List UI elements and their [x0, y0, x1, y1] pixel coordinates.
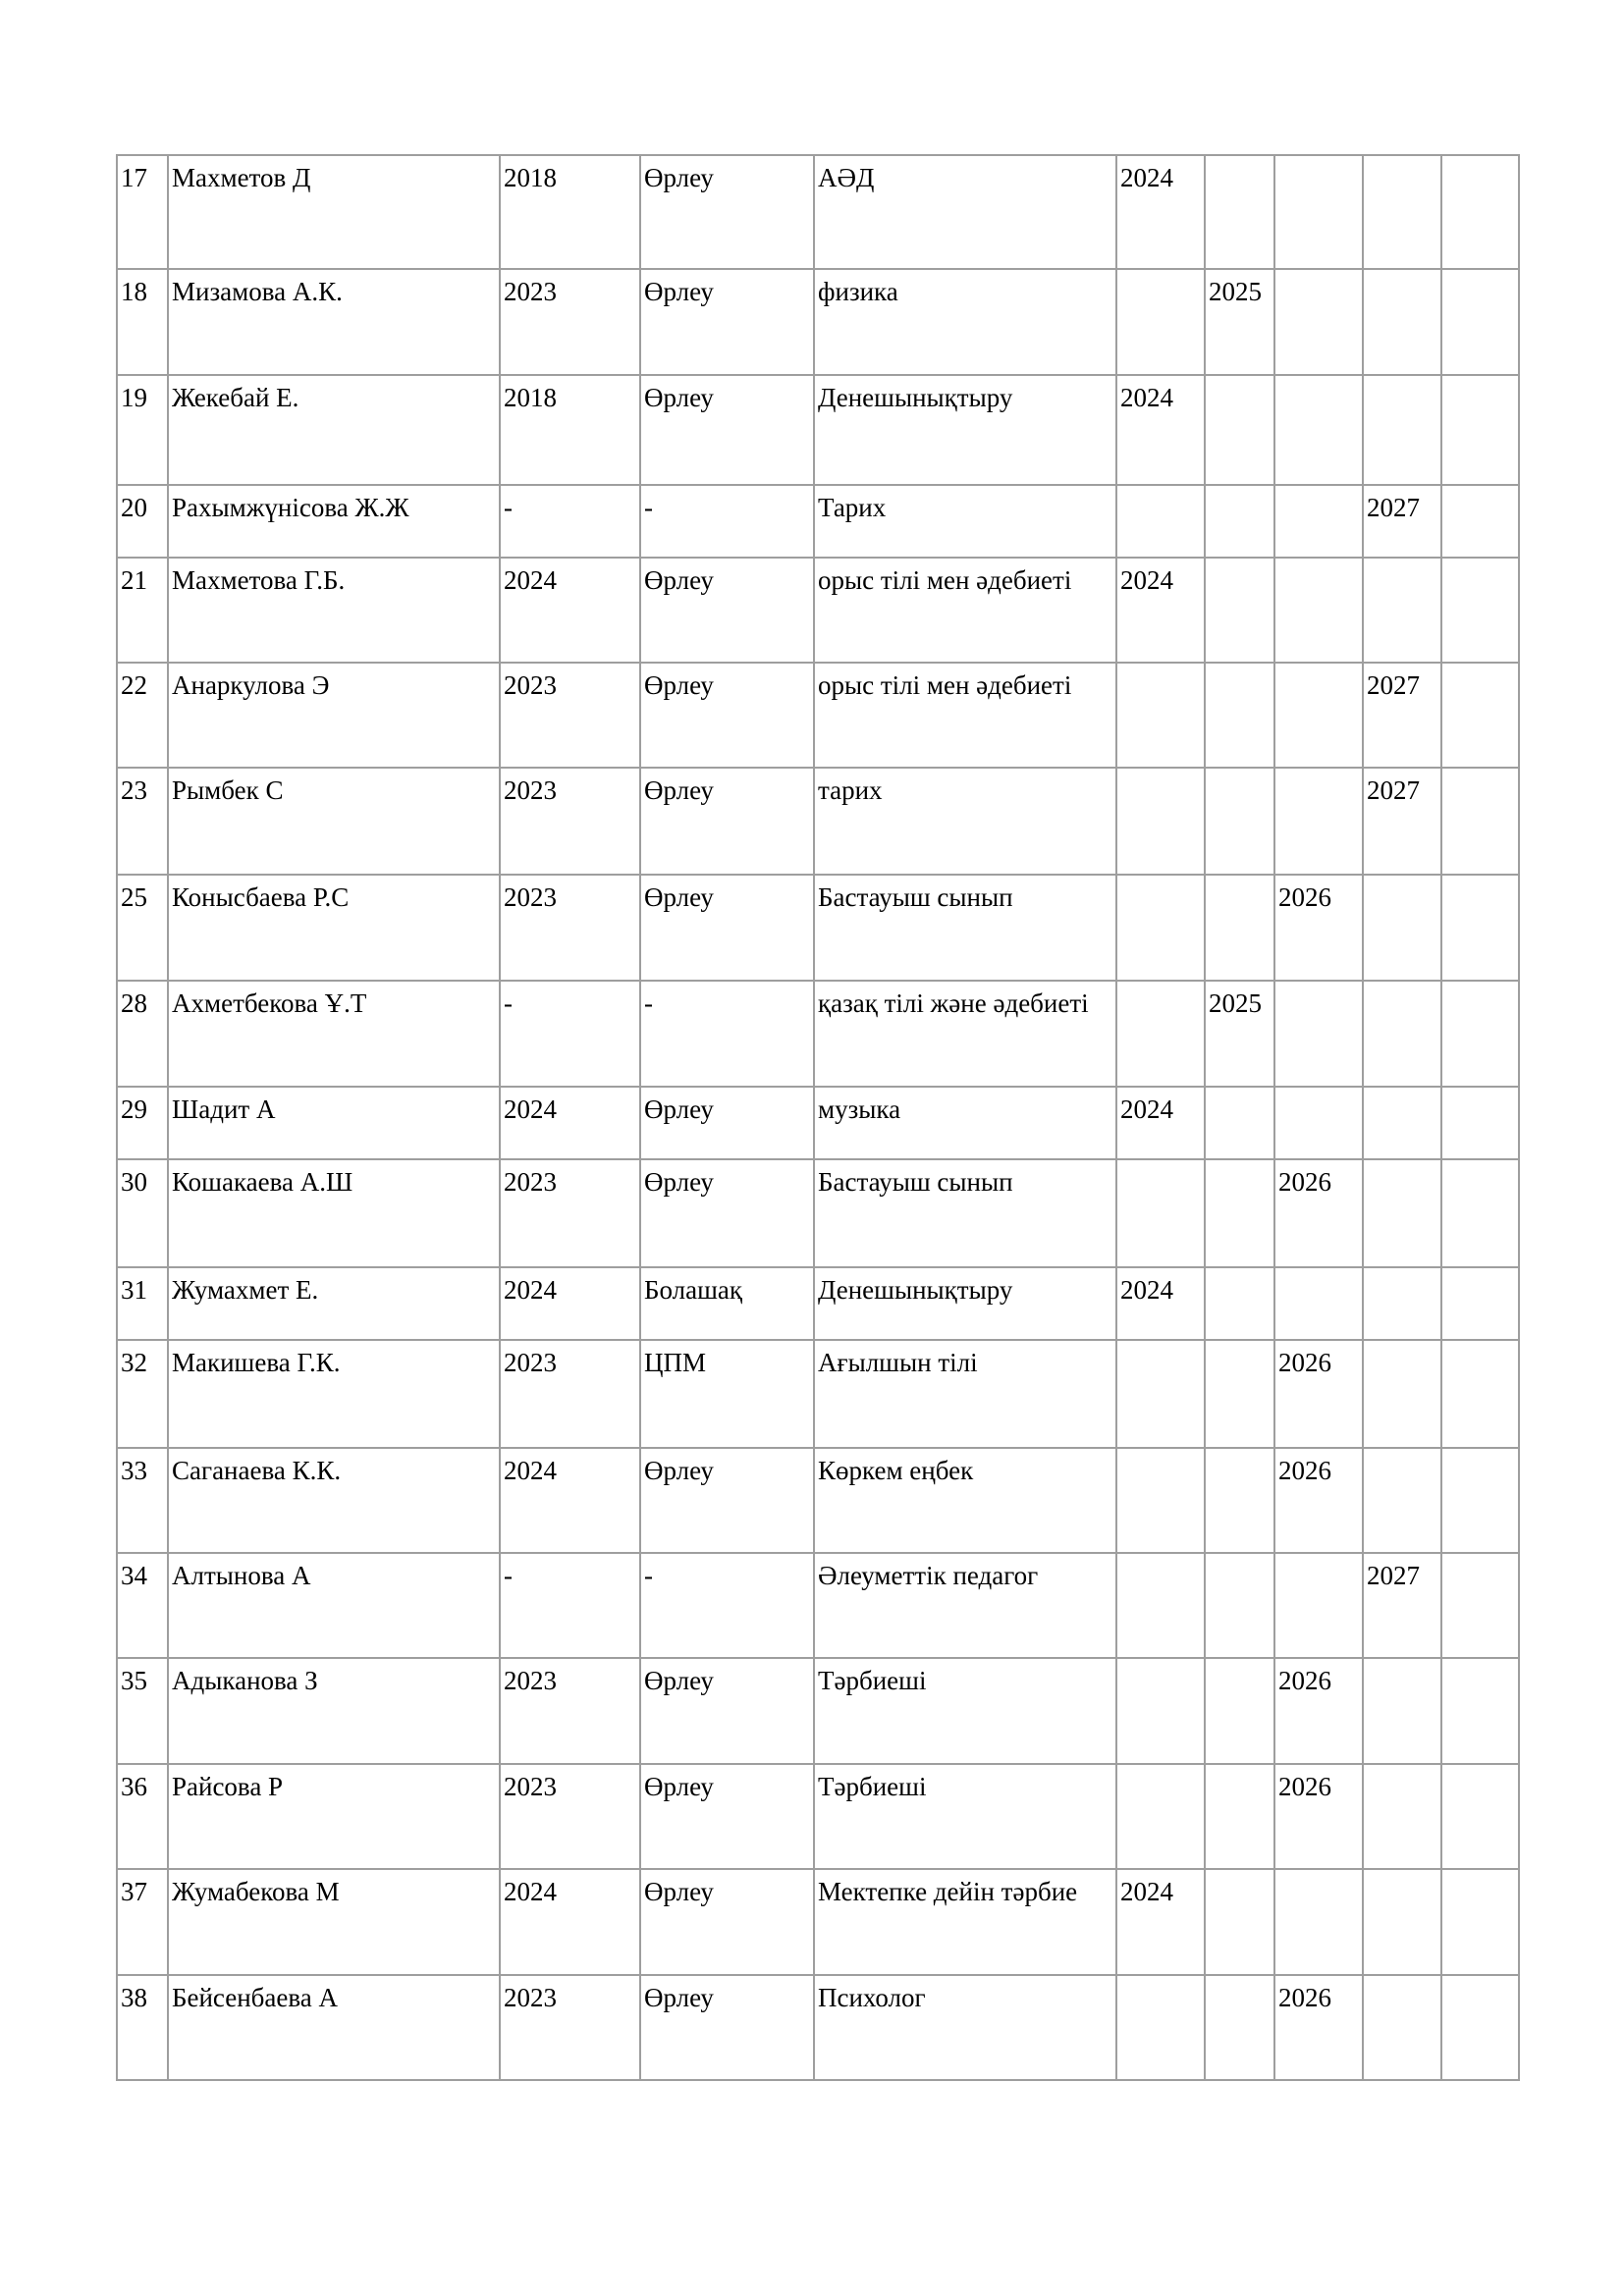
- teacher-name-cell: Кошакаева А.Ш: [168, 1159, 500, 1267]
- course-provider-cell: Өрлеу: [640, 1658, 814, 1764]
- year-2026-cell: [1274, 558, 1363, 663]
- year-2026-cell: 2026: [1274, 875, 1363, 981]
- subject-cell: Психолог: [814, 1975, 1116, 2080]
- year-2025-cell: [1205, 768, 1274, 875]
- year-2027-cell: [1363, 875, 1441, 981]
- year-2025-cell: [1205, 1159, 1274, 1267]
- year-2025-cell: [1205, 1267, 1274, 1340]
- teacher-name-cell: Анаркулова Э: [168, 663, 500, 768]
- course-year-cell: 2023: [500, 1764, 640, 1869]
- subject-cell: Бастауыш сынып: [814, 1159, 1116, 1267]
- course-provider-cell: -: [640, 485, 814, 558]
- row-number-cell: 37: [117, 1869, 168, 1975]
- extra-cell-cell: [1441, 1869, 1519, 1975]
- teacher-attestation-table: [116, 154, 1520, 2081]
- year-2026-cell: [1274, 155, 1363, 269]
- table-row: [117, 663, 1519, 768]
- table-row: [117, 269, 1519, 375]
- row-number-cell: 20: [117, 485, 168, 558]
- course-provider-cell: Өрлеу: [640, 663, 814, 768]
- extra-cell-cell: [1441, 1553, 1519, 1658]
- teacher-name-cell: Жумахмет Е.: [168, 1267, 500, 1340]
- extra-cell-cell: [1441, 1159, 1519, 1267]
- teacher-name-cell: Шадит А: [168, 1087, 500, 1159]
- year-2026-cell: [1274, 1553, 1363, 1658]
- row-number-cell: 21: [117, 558, 168, 663]
- table-row: [117, 1159, 1519, 1267]
- year-2024-cell: [1116, 1159, 1205, 1267]
- table-row: [117, 485, 1519, 558]
- table-row: [117, 1869, 1519, 1975]
- year-2027-cell: 2027: [1363, 663, 1441, 768]
- subject-cell: физика: [814, 269, 1116, 375]
- teacher-name-cell: Рымбек С: [168, 768, 500, 875]
- extra-cell-cell: [1441, 1764, 1519, 1869]
- row-number-cell: 34: [117, 1553, 168, 1658]
- table-row: [117, 1553, 1519, 1658]
- extra-cell-cell: [1441, 1087, 1519, 1159]
- extra-cell-cell: [1441, 1267, 1519, 1340]
- subject-cell: Тәрбиеші: [814, 1658, 1116, 1764]
- year-2027-cell: [1363, 1764, 1441, 1869]
- year-2024-cell: 2024: [1116, 1087, 1205, 1159]
- extra-cell-cell: [1441, 875, 1519, 981]
- year-2027-cell: [1363, 1087, 1441, 1159]
- table-row: [117, 375, 1519, 485]
- year-2025-cell: [1205, 1340, 1274, 1448]
- year-2024-cell: [1116, 1658, 1205, 1764]
- course-year-cell: 2024: [500, 1869, 640, 1975]
- course-provider-cell: Өрлеу: [640, 155, 814, 269]
- year-2024-cell: [1116, 1975, 1205, 2080]
- course-year-cell: 2018: [500, 375, 640, 485]
- course-provider-cell: Өрлеу: [640, 558, 814, 663]
- course-year-cell: 2023: [500, 1658, 640, 1764]
- table-row: [117, 155, 1519, 269]
- subject-cell: Ағылшын тілі: [814, 1340, 1116, 1448]
- year-2025-cell: [1205, 1448, 1274, 1553]
- teacher-name-cell: Махметова Г.Б.: [168, 558, 500, 663]
- table-row: [117, 1658, 1519, 1764]
- year-2026-cell: [1274, 375, 1363, 485]
- extra-cell-cell: [1441, 558, 1519, 663]
- year-2025-cell: [1205, 1087, 1274, 1159]
- course-provider-cell: ЦПМ: [640, 1340, 814, 1448]
- year-2025-cell: 2025: [1205, 269, 1274, 375]
- year-2024-cell: [1116, 1764, 1205, 1869]
- year-2025-cell: [1205, 155, 1274, 269]
- course-year-cell: -: [500, 485, 640, 558]
- subject-cell: Әлеуметтік педагог: [814, 1553, 1116, 1658]
- row-number-cell: 35: [117, 1658, 168, 1764]
- year-2027-cell: [1363, 1340, 1441, 1448]
- teacher-name-cell: Махметов Д: [168, 155, 500, 269]
- subject-cell: Бастауыш сынып: [814, 875, 1116, 981]
- course-provider-cell: -: [640, 1553, 814, 1658]
- year-2024-cell: [1116, 1553, 1205, 1658]
- teacher-name-cell: Жекебай Е.: [168, 375, 500, 485]
- year-2024-cell: [1116, 663, 1205, 768]
- year-2026-cell: 2026: [1274, 1159, 1363, 1267]
- year-2024-cell: 2024: [1116, 155, 1205, 269]
- teacher-name-cell: Конысбаева Р.С: [168, 875, 500, 981]
- year-2025-cell: [1205, 1764, 1274, 1869]
- teacher-name-cell: Макишева Г.К.: [168, 1340, 500, 1448]
- extra-cell-cell: [1441, 981, 1519, 1087]
- subject-cell: АӘД: [814, 155, 1116, 269]
- year-2026-cell: 2026: [1274, 1658, 1363, 1764]
- subject-cell: музыка: [814, 1087, 1116, 1159]
- row-number-cell: 38: [117, 1975, 168, 2080]
- teacher-name-cell: Алтынова А: [168, 1553, 500, 1658]
- year-2026-cell: [1274, 485, 1363, 558]
- row-number-cell: 17: [117, 155, 168, 269]
- course-year-cell: 2023: [500, 1159, 640, 1267]
- year-2026-cell: 2026: [1274, 1340, 1363, 1448]
- year-2026-cell: [1274, 663, 1363, 768]
- subject-cell: орыс тілі мен әдебиеті: [814, 663, 1116, 768]
- subject-cell: қазақ тілі және әдебиеті: [814, 981, 1116, 1087]
- course-provider-cell: Өрлеу: [640, 1448, 814, 1553]
- course-year-cell: 2018: [500, 155, 640, 269]
- extra-cell-cell: [1441, 1448, 1519, 1553]
- table-row: [117, 875, 1519, 981]
- year-2027-cell: 2027: [1363, 485, 1441, 558]
- year-2025-cell: [1205, 485, 1274, 558]
- year-2027-cell: [1363, 1159, 1441, 1267]
- course-year-cell: 2024: [500, 1448, 640, 1553]
- year-2026-cell: [1274, 1087, 1363, 1159]
- year-2024-cell: [1116, 875, 1205, 981]
- course-year-cell: 2023: [500, 269, 640, 375]
- course-provider-cell: Өрлеу: [640, 875, 814, 981]
- year-2024-cell: 2024: [1116, 1869, 1205, 1975]
- table-row: [117, 1448, 1519, 1553]
- year-2025-cell: [1205, 1975, 1274, 2080]
- year-2026-cell: 2026: [1274, 1448, 1363, 1553]
- extra-cell-cell: [1441, 269, 1519, 375]
- year-2026-cell: [1274, 1869, 1363, 1975]
- extra-cell-cell: [1441, 768, 1519, 875]
- year-2025-cell: [1205, 1553, 1274, 1658]
- extra-cell-cell: [1441, 155, 1519, 269]
- row-number-cell: 19: [117, 375, 168, 485]
- year-2024-cell: [1116, 981, 1205, 1087]
- extra-cell-cell: [1441, 1658, 1519, 1764]
- course-provider-cell: Өрлеу: [640, 1764, 814, 1869]
- year-2024-cell: [1116, 485, 1205, 558]
- year-2027-cell: 2027: [1363, 768, 1441, 875]
- course-year-cell: 2023: [500, 768, 640, 875]
- table-row: [117, 1764, 1519, 1869]
- year-2024-cell: 2024: [1116, 375, 1205, 485]
- year-2026-cell: [1274, 981, 1363, 1087]
- year-2024-cell: [1116, 1448, 1205, 1553]
- extra-cell-cell: [1441, 663, 1519, 768]
- row-number-cell: 29: [117, 1087, 168, 1159]
- subject-cell: Мектепке дейін тәрбие: [814, 1869, 1116, 1975]
- subject-cell: Денешынықтыру: [814, 375, 1116, 485]
- year-2025-cell: [1205, 663, 1274, 768]
- year-2027-cell: [1363, 1658, 1441, 1764]
- year-2027-cell: [1363, 155, 1441, 269]
- year-2027-cell: [1363, 1267, 1441, 1340]
- course-year-cell: 2023: [500, 875, 640, 981]
- year-2025-cell: [1205, 1869, 1274, 1975]
- extra-cell-cell: [1441, 1975, 1519, 2080]
- year-2026-cell: [1274, 768, 1363, 875]
- year-2026-cell: 2026: [1274, 1975, 1363, 2080]
- row-number-cell: 25: [117, 875, 168, 981]
- teacher-name-cell: Адыканова З: [168, 1658, 500, 1764]
- year-2024-cell: 2024: [1116, 558, 1205, 663]
- year-2027-cell: [1363, 269, 1441, 375]
- table-row: [117, 768, 1519, 875]
- course-year-cell: -: [500, 1553, 640, 1658]
- course-provider-cell: Өрлеу: [640, 375, 814, 485]
- course-provider-cell: Өрлеу: [640, 768, 814, 875]
- table-row: [117, 981, 1519, 1087]
- year-2024-cell: [1116, 768, 1205, 875]
- extra-cell-cell: [1441, 375, 1519, 485]
- year-2025-cell: [1205, 875, 1274, 981]
- table-row: [117, 1087, 1519, 1159]
- row-number-cell: 28: [117, 981, 168, 1087]
- year-2027-cell: [1363, 375, 1441, 485]
- teacher-name-cell: Бейсенбаева А: [168, 1975, 500, 2080]
- year-2026-cell: [1274, 269, 1363, 375]
- course-provider-cell: Өрлеу: [640, 1159, 814, 1267]
- row-number-cell: 23: [117, 768, 168, 875]
- subject-cell: Көркем еңбек: [814, 1448, 1116, 1553]
- table-row: [117, 1975, 1519, 2080]
- year-2027-cell: [1363, 1869, 1441, 1975]
- course-provider-cell: Өрлеу: [640, 1869, 814, 1975]
- subject-cell: Тарих: [814, 485, 1116, 558]
- subject-cell: Денешынықтыру: [814, 1267, 1116, 1340]
- year-2024-cell: [1116, 1340, 1205, 1448]
- row-number-cell: 30: [117, 1159, 168, 1267]
- year-2026-cell: 2026: [1274, 1764, 1363, 1869]
- teacher-name-cell: Ахметбекова Ұ.Т: [168, 981, 500, 1087]
- course-provider-cell: Болашақ: [640, 1267, 814, 1340]
- teacher-name-cell: Саганаева К.К.: [168, 1448, 500, 1553]
- course-year-cell: -: [500, 981, 640, 1087]
- course-provider-cell: Өрлеу: [640, 269, 814, 375]
- year-2024-cell: [1116, 269, 1205, 375]
- course-year-cell: 2024: [500, 1267, 640, 1340]
- subject-cell: тарих: [814, 768, 1116, 875]
- row-number-cell: 33: [117, 1448, 168, 1553]
- year-2027-cell: [1363, 981, 1441, 1087]
- year-2024-cell: 2024: [1116, 1267, 1205, 1340]
- year-2025-cell: [1205, 558, 1274, 663]
- row-number-cell: 18: [117, 269, 168, 375]
- teacher-name-cell: Жумабекова М: [168, 1869, 500, 1975]
- teacher-name-cell: Мизамова А.К.: [168, 269, 500, 375]
- table-row: [117, 558, 1519, 663]
- extra-cell-cell: [1441, 1340, 1519, 1448]
- course-year-cell: 2023: [500, 663, 640, 768]
- course-provider-cell: Өрлеу: [640, 1087, 814, 1159]
- year-2027-cell: [1363, 1448, 1441, 1553]
- row-number-cell: 31: [117, 1267, 168, 1340]
- row-number-cell: 32: [117, 1340, 168, 1448]
- year-2027-cell: 2027: [1363, 1553, 1441, 1658]
- extra-cell-cell: [1441, 485, 1519, 558]
- teacher-name-cell: Рахымжүнісова Ж.Ж: [168, 485, 500, 558]
- year-2025-cell: 2025: [1205, 981, 1274, 1087]
- year-2026-cell: [1274, 1267, 1363, 1340]
- table-row: [117, 1340, 1519, 1448]
- year-2027-cell: [1363, 1975, 1441, 2080]
- course-year-cell: 2024: [500, 1087, 640, 1159]
- table-row: [117, 1267, 1519, 1340]
- teacher-name-cell: Райсова Р: [168, 1764, 500, 1869]
- year-2027-cell: [1363, 558, 1441, 663]
- year-2025-cell: [1205, 1658, 1274, 1764]
- course-year-cell: 2023: [500, 1340, 640, 1448]
- course-year-cell: 2024: [500, 558, 640, 663]
- subject-cell: Тәрбиеші: [814, 1764, 1116, 1869]
- course-provider-cell: -: [640, 981, 814, 1087]
- course-provider-cell: Өрлеу: [640, 1975, 814, 2080]
- row-number-cell: 22: [117, 663, 168, 768]
- row-number-cell: 36: [117, 1764, 168, 1869]
- year-2025-cell: [1205, 375, 1274, 485]
- course-year-cell: 2023: [500, 1975, 640, 2080]
- subject-cell: орыс тілі мен әдебиеті: [814, 558, 1116, 663]
